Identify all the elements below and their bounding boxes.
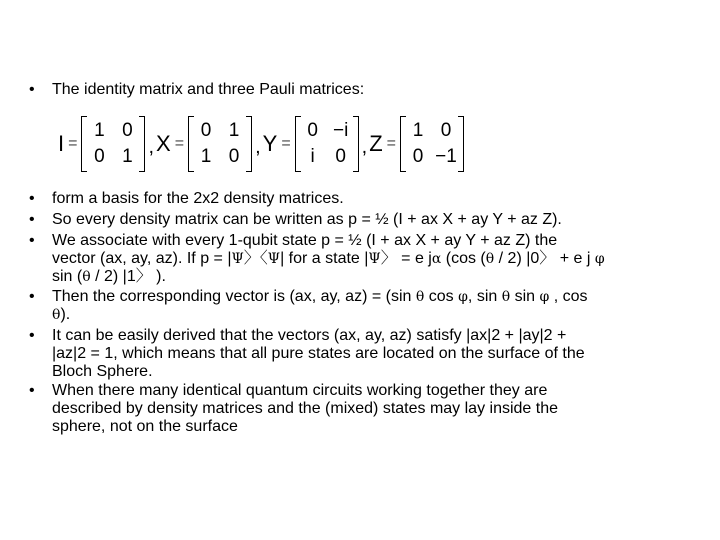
separator: ,	[361, 136, 368, 158]
bullet-marker: •	[29, 232, 35, 249]
identity-matrix	[81, 116, 145, 172]
matrix-label-z: Z	[369, 131, 383, 156]
matrix-label-y: Y	[262, 131, 278, 156]
bullet-marker: •	[29, 327, 35, 344]
matrix-cell: 0	[412, 146, 424, 167]
matrix-cell: 0	[307, 120, 318, 141]
text-fragment: / 2) |0〉 + e j	[494, 250, 595, 267]
matrix-label-x: X	[156, 131, 171, 156]
matrix-cell: 1	[228, 120, 240, 141]
pauli-matrices-equation	[58, 115, 478, 173]
pauli-y-matrix	[295, 116, 359, 172]
theta-symbol: θ	[485, 251, 495, 267]
matrix-cell: 1	[200, 146, 212, 167]
text-line: We associate with every 1-qubit state p = ½ (I + ax X + ay Y + az Z) the	[52, 232, 558, 249]
psi-symbol: Ψ	[231, 251, 244, 267]
bullet-text	[52, 327, 662, 381]
separator: ,	[255, 136, 261, 158]
equals-sign: =	[386, 135, 397, 152]
bullet-marker: •	[29, 190, 35, 207]
text-fragment: | for a state |	[280, 250, 369, 267]
psi-symbol: Ψ	[267, 251, 281, 267]
equals-sign: =	[281, 135, 291, 152]
text-fragment: ).	[60, 306, 71, 323]
equals-sign: =	[68, 135, 78, 152]
matrix-cell: 0	[440, 120, 452, 141]
text-line: It can be easily derived that the vectors (ax, ay, az) satisfy |ax|2 + |ay|2 +	[52, 327, 567, 344]
phi-symbol: φ	[594, 251, 605, 267]
text-line: sphere, not on the surface	[52, 418, 238, 435]
matrix-cell: 1	[94, 120, 105, 141]
equals-sign: =	[174, 135, 185, 152]
pauli-z-matrix	[400, 116, 464, 172]
bullet-text: So every density matrix can be written as p = ½ (I + ax X + ay Y + az Z).	[52, 211, 562, 228]
text-line: Bloch Sphere.	[52, 363, 153, 380]
phi-symbol: φ	[539, 289, 550, 305]
bullet-text	[52, 288, 662, 324]
bullet-marker: •	[29, 288, 35, 305]
text-line	[52, 288, 662, 306]
bullet-item	[0, 288, 720, 324]
text-fragment: sin	[510, 288, 540, 305]
text-fragment: 〉〈	[243, 250, 268, 267]
matrix-cell: 0	[122, 120, 133, 141]
text-fragment: 〉 = e j	[380, 250, 432, 267]
matrix-cell: 0	[335, 146, 346, 167]
text-line: |az|2 = 1, which means that all pure states are located on the surface of the	[52, 345, 585, 362]
theta-symbol: θ	[82, 269, 91, 285]
psi-symbol: Ψ	[368, 251, 381, 267]
bullet-marker: •	[29, 382, 35, 399]
theta-symbol: θ	[415, 289, 425, 305]
bullet-item	[0, 232, 720, 286]
text-fragment: (cos (	[441, 250, 486, 267]
text-fragment: , sin	[467, 288, 502, 305]
text-fragment: sin (	[52, 268, 83, 285]
bullet-text: form a basis for the 2x2 density matrices.	[52, 190, 344, 207]
pauli-x-matrix	[188, 116, 252, 172]
text-fragment: , cos	[549, 288, 588, 305]
matrix-cell: 0	[228, 146, 240, 167]
text-fragment: / 2) |1〉 ).	[90, 268, 166, 285]
bullet-item	[0, 382, 720, 436]
matrix-cell: 0	[200, 120, 212, 141]
text-line	[52, 268, 662, 286]
phi-symbol: φ	[458, 289, 468, 305]
bullet-marker: •	[29, 211, 35, 228]
bullet-text	[52, 232, 662, 286]
alpha-symbol: α	[431, 251, 442, 267]
text-fragment: Then the corresponding vector is (ax, ay, az) = (sin	[52, 288, 416, 305]
theta-symbol: θ	[501, 289, 511, 305]
bullet-text	[52, 382, 662, 436]
matrix-cell: 1	[122, 146, 133, 167]
bullet-marker: •	[29, 81, 35, 98]
matrix-cell: 1	[412, 120, 424, 141]
bullet-item	[0, 327, 720, 381]
matrix-cell: −i	[332, 120, 349, 141]
text-line: When there many identical quantum circuits working together they are	[52, 382, 548, 399]
text-line: described by density matrices and the (mixed) states may lay inside the	[52, 400, 559, 417]
theta-symbol: θ	[52, 307, 61, 323]
text-fragment: cos	[424, 288, 459, 305]
matrix-cell: −1	[435, 146, 457, 167]
separator: ,	[148, 136, 155, 158]
text-line	[52, 306, 662, 324]
text-fragment: vector (ax, ay, az). If p = |	[52, 250, 232, 267]
matrix-label-i: I	[58, 131, 65, 156]
text-line	[52, 250, 662, 268]
matrix-cell: 0	[94, 146, 105, 167]
bullet-text: The identity matrix and three Pauli matrices:	[52, 81, 365, 98]
matrix-cell: i	[310, 146, 315, 167]
